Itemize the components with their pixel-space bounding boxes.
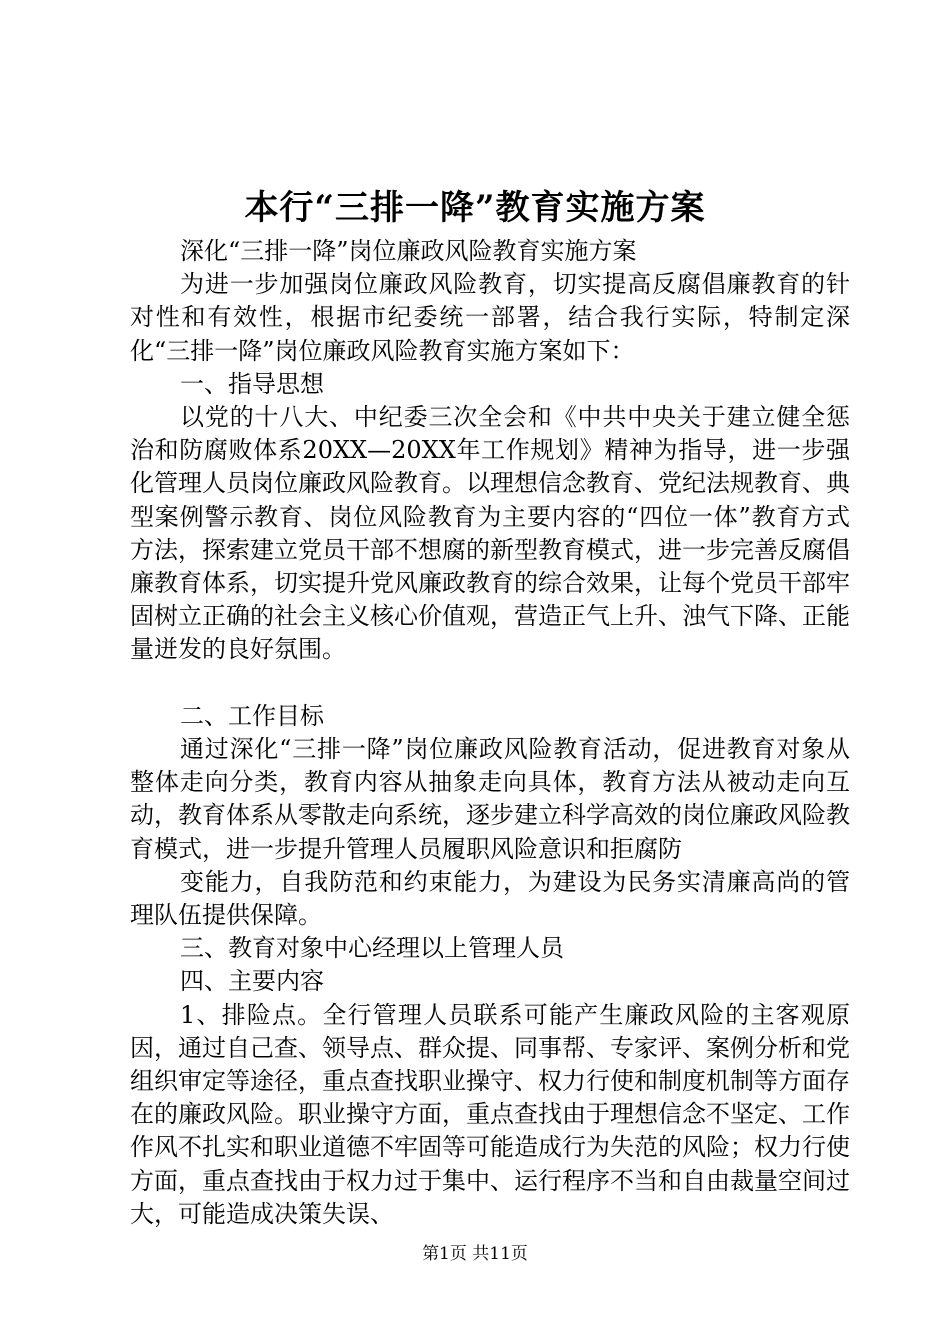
- document-title: 本行“三排一降”教育实施方案: [244, 188, 706, 228]
- paragraph-work-goals-continued: 变能力，自我防范和约束能力，为建设为民务实清廉高尚的管理队伍提供保障。: [130, 867, 850, 930]
- blank-line: [130, 667, 850, 700]
- paragraph-guiding-ideology: 以党的十八大、中纪委三次全会和《中共中央关于建立健全惩治和防腐败体系20XX—20XX年工作规划》精神为指导，进一步强化管理人员岗位廉政风险教育。以理想信念教育、党纪法规教育、典型案例警示教育、岗位风险教育为主要内容的“四位一体”教育方式方法，探索建立党员干部不想腐的新型教育模式，进一步完善反腐倡廉教育体系，切实提升党风廉政教育的综合效果，让每个党员干部牢固树立正确的社会主义核心价值观，营造正气上升、浊气下降、正能量迸发的良好氛围。: [130, 403, 850, 664]
- section-heading-guiding-ideology: 一、指导思想: [180, 369, 324, 398]
- page-footer: 第1页 共11页: [422, 1244, 528, 1264]
- paragraph-risk-points: 1、排险点。全行管理人员联系可能产生廉政风险的主客观原因，通过自己查、领导点、群众提、同事帮、专家评、案例分析和党组织审定等途径，重点查找职业操守、权力行使和制度机制等方面存在的廉政风险。职业操守方面，重点查找由于理想信念不坚定、工作作风不扎实和职业道德不牢固等可能造成行为失范的风险；权力行使方面，重点查找由于权力过于集中、运行程序不当和自由裁量空间过大，可能造成决策失误、: [130, 1000, 850, 1228]
- paragraph-subtitle: 深化“三排一降”岗位廉政风险教育实施方案: [180, 237, 637, 265]
- document-body: [130, 235, 850, 1231]
- section-heading-work-goals: 二、工作目标: [180, 701, 324, 730]
- paragraph-intro: 为进一步加强岗位廉政风险教育，切实提高反腐倡廉教育的针对性和有效性，根据市纪委统一部署，结合我行实际，特制定深化“三排一降”岗位廉政风险教育实施方案如下：: [130, 270, 850, 365]
- section-heading-education-targets: 三、教育对象中心经理以上管理人员: [180, 934, 564, 963]
- section-heading-main-content: 四、主要内容: [180, 967, 324, 996]
- paragraph-work-goals: 通过深化“三排一降”岗位廉政风险教育活动，促进教育对象从整体走向分类，教育内容从抽象走向具体，教育方法从被动走向互动，教育体系从零散走向系统，逐步建立科学高效的岗位廉政风险教育模式，进一步提升管理人员履职风险意识和拒腐防: [130, 735, 850, 863]
